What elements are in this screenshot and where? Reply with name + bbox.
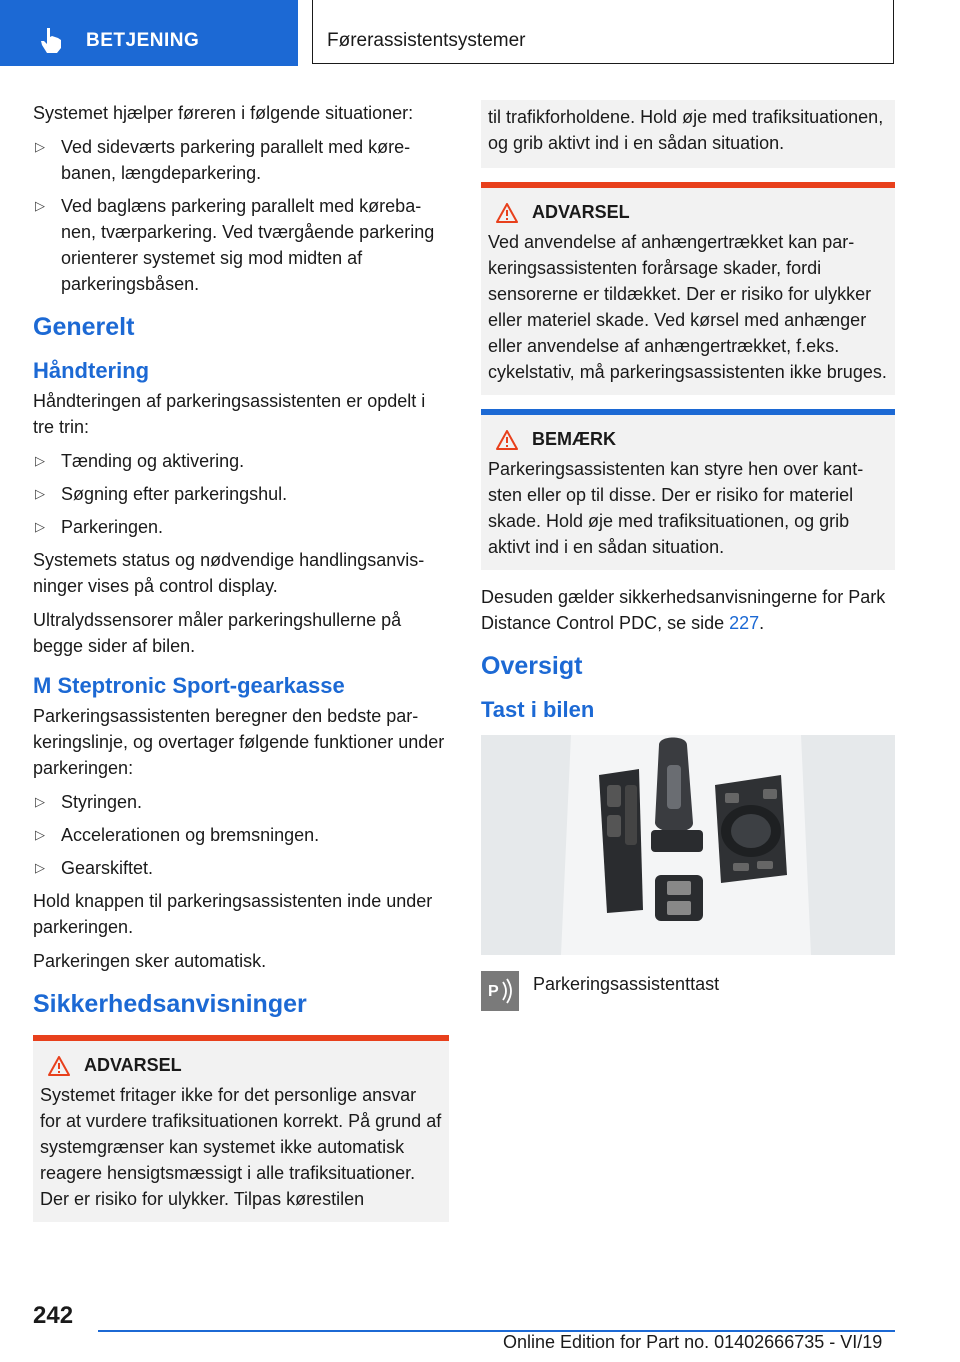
warning-title: ADVARSEL xyxy=(84,1055,182,1075)
edition-text: Online Edition for Part no. 01402666735 - VI/19 xyxy=(503,1332,883,1352)
parking-assistant-icon xyxy=(481,971,519,1011)
warning-triangle-icon xyxy=(496,203,518,223)
triangle-bullet-icon: ▷ xyxy=(35,519,45,534)
list-item: ▷ Gearskiftet. xyxy=(33,855,449,881)
warning-text-continued: til trafikforholdene. Hold øje med trafiksituationen, og grib aktivt ind i en sådan situation. xyxy=(488,107,884,153)
page-header xyxy=(0,0,960,66)
steptronic-text: Parkeringsassistenten beregner den bedste parkeringslinje, og overtager følgende funktioner under parkeringen: xyxy=(33,706,445,778)
warning-triangle-icon xyxy=(496,430,518,450)
center-console-illustration xyxy=(481,735,895,955)
list-item: ▷ Ved baglæns parkering parallelt med kørebanen, tværparkering. Ved tværgående parkering orienterer systemet sig mod midten af parkeringsbåsen. xyxy=(33,193,449,297)
note-box xyxy=(481,409,895,570)
triangle-bullet-icon: ▷ xyxy=(35,794,45,809)
intro-text: Systemet hjælper føreren i følgende situationer: xyxy=(33,103,414,123)
left-column xyxy=(33,100,449,1236)
warning-box xyxy=(481,182,895,395)
warning-triangle-icon xyxy=(48,1056,70,1076)
triangle-bullet-icon: ▷ xyxy=(35,139,45,154)
warning-text: Systemet fritager ikke for det personlige ansvar for at vurdere trafiksituationen korrekt. På grund af systemgrænser kan systemet ikke automatisk reagere hensigtsmæssigt i alle trafiksituationer. Der er risiko for ulykker. Tilpas kørestilen xyxy=(40,1085,442,1209)
chapter-title: Førerassistentsystemer xyxy=(327,30,526,51)
heading-sikkerhed: Sikkerhedsanvisninger xyxy=(33,990,307,1018)
heading-oversigt: Oversigt xyxy=(481,652,583,680)
heading-steptronic: M Steptronic Sport-gearkasse xyxy=(33,673,345,698)
triangle-bullet-icon: ▷ xyxy=(35,827,45,842)
list-item: ▷ Parkeringen. xyxy=(33,514,449,540)
intro-bullet-list xyxy=(33,134,449,297)
console-photo xyxy=(481,735,895,955)
page-link[interactable]: 227 xyxy=(729,613,760,633)
triangle-bullet-icon: ▷ xyxy=(35,198,45,213)
warning-box-continued xyxy=(481,100,895,168)
section-title: BETJENING xyxy=(86,30,200,51)
page-number: 242 xyxy=(33,1302,74,1329)
hold-text: Hold knappen til parkeringsassistenten inde under parkeringen. xyxy=(33,891,433,937)
figure-caption xyxy=(481,971,895,1011)
svg-text:P: P xyxy=(488,983,499,1000)
list-item: ▷ Styringen. xyxy=(33,789,449,815)
warning-text: Ved anvendelse af anhængertrækket kan parkeringsassistenten forårsage skader, fordi sensorerne er tildækket. Der er risiko for ulykker eller materiel skade. Ved kørsel med anhænger eller anvendelse af anhængertrækket, f.eks. cykelstativ, må parkeringsassistenten ikke bruges. xyxy=(488,232,887,382)
list-item: ▷ Accelerationen og bremsningen. xyxy=(33,822,449,848)
handtering-bullet-list xyxy=(33,448,449,540)
triangle-bullet-icon: ▷ xyxy=(35,486,45,501)
steptronic-bullet-list xyxy=(33,789,449,881)
handtering-text: Håndteringen af parkeringsassistenten er opdelt i tre trin: xyxy=(33,391,426,437)
list-item: ▷ Søgning efter parkeringshul. xyxy=(33,481,449,507)
warning-box xyxy=(33,1035,449,1222)
list-item: ▷ Tænding og aktivering. xyxy=(33,448,449,474)
warning-title: ADVARSEL xyxy=(532,202,630,222)
auto-text: Parkeringen sker automatisk. xyxy=(33,951,267,971)
triangle-bullet-icon: ▷ xyxy=(35,860,45,875)
caption-text: Parkeringsassistenttast xyxy=(533,974,720,994)
heading-handtering: Håndtering xyxy=(33,358,150,383)
section-tab xyxy=(0,0,298,66)
ultra-text: Ultralydssensorer måler parkeringshullerne på begge sider af bilen. xyxy=(33,610,402,656)
chapter-box xyxy=(312,0,894,64)
hand-pointer-icon xyxy=(38,26,64,54)
heading-generelt: Generelt xyxy=(33,313,135,341)
note-title: BEMÆRK xyxy=(532,429,616,449)
triangle-bullet-icon: ▷ xyxy=(35,453,45,468)
note-text: Parkeringsassistenten kan styre hen over kantsten eller op til disse. Der er risiko for materiel skade. Hold øje med trafiksituationen, og grib aktivt ind i en sådan situation. xyxy=(488,459,864,557)
list-item: ▷ Ved sideværts parkering parallelt med kørebanen, længdeparkering. xyxy=(33,134,449,186)
right-column xyxy=(481,100,895,1011)
pdc-text: Desuden gælder sikkerhedsanvisningerne for Park Distance Control PDC, se side 227. xyxy=(481,587,886,633)
status-text: Systemets status og nødvendige handlingsanvisninger vises på control display. xyxy=(33,550,425,596)
heading-tast: Tast i bilen xyxy=(481,697,595,722)
